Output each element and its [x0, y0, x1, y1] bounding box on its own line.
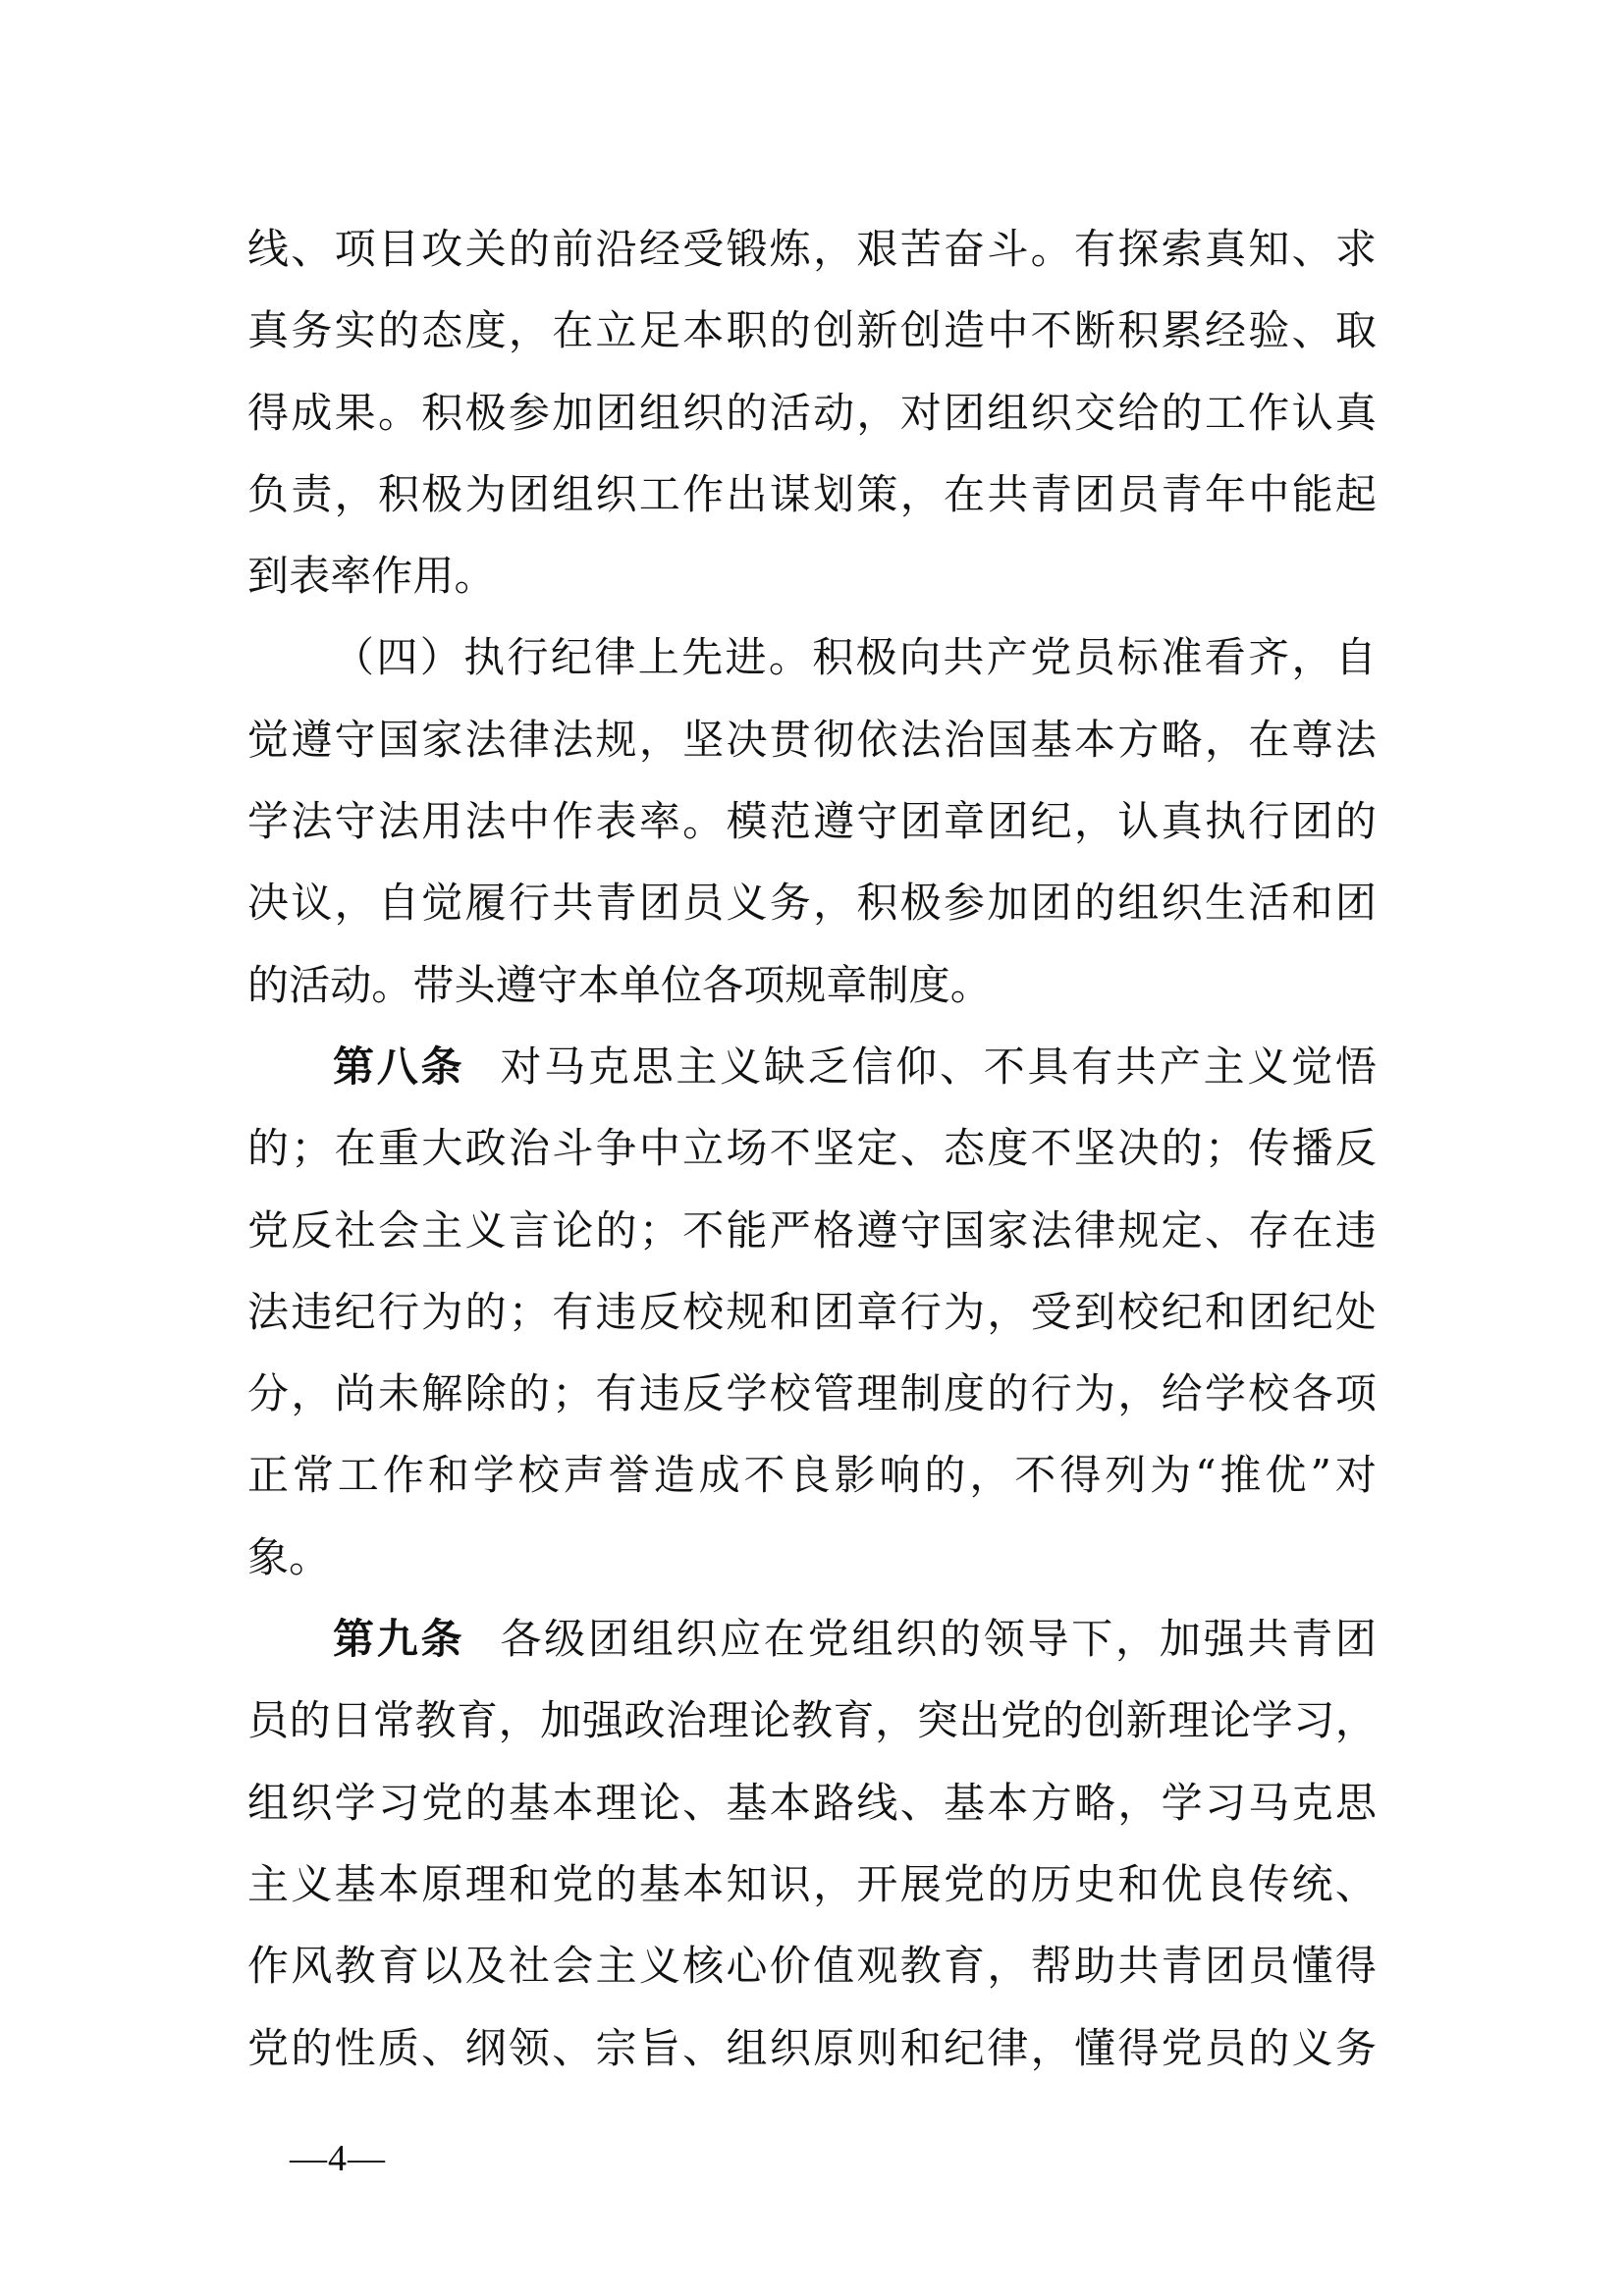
text-line: 的；在重大政治斗争中立场不坚定、态度不坚决的；传播反 [247, 1124, 1377, 1173]
article-paragraph [247, 1598, 1377, 2089]
paragraph [247, 208, 1377, 616]
text-line: 的活动。带头遵守本单位各项规章制度。 [247, 960, 992, 1009]
document-body [247, 208, 1377, 2089]
text-line: 真务实的态度，在立足本职的创新创造中不断积累经验、取 [247, 306, 1377, 355]
text-line: 分，尚未解除的；有违反学校管理制度的行为，给学校各项 [247, 1369, 1377, 1418]
paragraph [247, 616, 1377, 1025]
text-line: 得成果。积极参加团组织的活动，对团组织交给的工作认真 [247, 388, 1377, 437]
text-line: （四）执行纪律上先进。积极向共产党员标准看齐，自 [333, 633, 1377, 682]
text-line [247, 1598, 1377, 1680]
text-line: 员的日常教育，加强政治理论教育，突出党的创新理论学习， [247, 1696, 1377, 1745]
text-line: 象。 [247, 1532, 331, 1581]
text-line: 正常工作和学校声誉造成不良影响的，不得列为“推优”对 [247, 1451, 1377, 1500]
text-line: 党反社会主义言论的；不能严格遵守国家法律规定、存在违 [247, 1205, 1377, 1255]
text-line: 党的性质、纲领、宗旨、组织原则和纪律，懂得党员的义务 [247, 2023, 1377, 2072]
article-heading: 第九条 [333, 1615, 465, 1664]
text-line: 主义基本原理和党的基本知识，开展党的历史和优良传统、 [247, 1859, 1377, 1908]
article-paragraph [247, 1026, 1377, 1598]
text-line: 到表率作用。 [247, 552, 496, 601]
article-text: 对马克思主义缺乏信仰、不具有共产主义觉悟 [500, 1041, 1377, 1091]
text-line: 组织学习党的基本理论、基本路线、基本方略，学习马克思 [247, 1778, 1377, 1827]
article-text: 各级团组织应在党组织的领导下，加强共青团 [500, 1615, 1377, 1664]
text-line: 学法守法用法中作表率。模范遵守团章团纪，认真执行团的 [247, 797, 1377, 846]
text-line [247, 1026, 1377, 1107]
page-number: —4— [290, 2138, 386, 2179]
text-line: 负责，积极为团组织工作出谋划策，在共青团员青年中能起 [247, 469, 1377, 518]
text-line: 法违纪行为的；有违反校规和团章行为，受到校纪和团纪处 [247, 1287, 1377, 1336]
article-heading: 第八条 [333, 1041, 465, 1091]
text-line: 决议，自觉履行共青团员义务，积极参加团的组织生活和团 [247, 879, 1377, 928]
text-line: 作风教育以及社会主义核心价值观教育，帮助共青团员懂得 [247, 1942, 1377, 1991]
text-line: 线、项目攻关的前沿经受锻炼，艰苦奋斗。有探索真知、求 [247, 225, 1377, 273]
text-line: 觉遵守国家法律法规，坚决贯彻依法治国基本方略，在尊法 [247, 715, 1377, 764]
